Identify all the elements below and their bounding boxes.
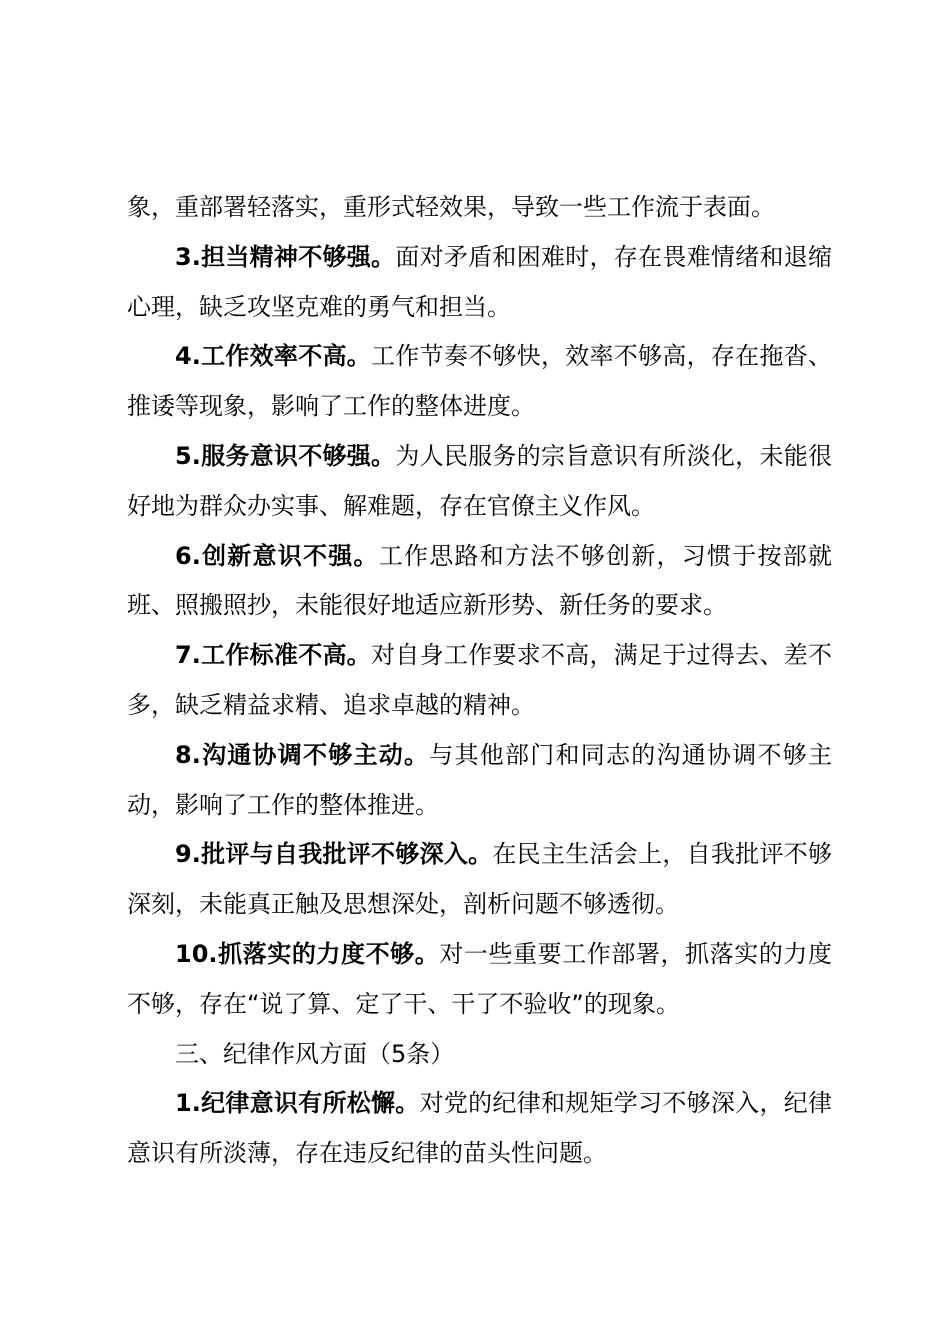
item-paragraph	[127, 731, 832, 831]
item-text: 对一些重要工作部署，抓落实的力度不够，存在“说了算、定了干、干了不验收”的现象。	[127, 939, 833, 1018]
continuation-paragraph: 象，重部署轻落实，重形式轻效果，导致一些工作流于表面。	[127, 193, 775, 221]
item-lead: 8.沟通协调不够主动。	[175, 740, 430, 769]
item-text: 在民主生活会上，自我批评不够深刻，未能真正触及思想深处，剖析问题不够透彻。	[127, 840, 832, 919]
item-lead: 5.服务意识不够强。	[175, 441, 396, 470]
item-lead: 6.创新意识不强。	[175, 541, 379, 570]
item-text: 工作节奏不够快，效率不够高，存在拖沓、推诿等现象，影响了工作的整体进度。	[127, 342, 832, 421]
section-heading: 三、纪律作风方面（5条）	[175, 1039, 455, 1068]
item-text: 对党的纪律和规矩学习不够深入，纪律意识有所淡薄，存在违反纪律的苗头性问题。	[127, 1089, 832, 1168]
item-paragraph	[127, 332, 832, 432]
item-text: 工作思路和方法不够创新，习惯于按部就班、照搬照抄，未能很好地适应新形势、新任务的要求。	[127, 541, 832, 620]
document-body	[127, 183, 832, 1179]
item-paragraph	[127, 930, 832, 1030]
item-lead: 10.抓落实的力度不够。	[175, 939, 440, 968]
item-paragraph	[127, 830, 832, 930]
item-lead: 1.纪律意识有所松懈。	[175, 1089, 420, 1118]
item-lead: 4.工作效率不高。	[175, 342, 372, 371]
item-paragraph	[127, 1079, 832, 1179]
item-paragraph	[127, 233, 832, 333]
item-text: 为人民服务的宗旨意识有所淡化，未能很好地为群众办实事、解难题，存在官僚主义作风。	[127, 441, 833, 520]
item-lead: 9.批评与自我批评不够深入。	[175, 840, 493, 869]
item-paragraph	[127, 532, 832, 632]
item-lead: 3.担当精神不够强。	[175, 242, 396, 271]
item-text: 与其他部门和同志的沟通协调不够主动，影响了工作的整体推进。	[127, 740, 832, 819]
item-paragraph	[127, 631, 832, 731]
item-paragraph	[127, 432, 832, 532]
item-text: 对自身工作要求不高，满足于过得去、差不多，缺乏精益求精、追求卓越的精神。	[127, 641, 832, 719]
item-lead: 7.工作标准不高。	[175, 641, 372, 670]
item-text: 面对矛盾和困难时，存在畏难情绪和退缩心理，缺乏攻坚克难的勇气和担当。	[127, 242, 833, 321]
